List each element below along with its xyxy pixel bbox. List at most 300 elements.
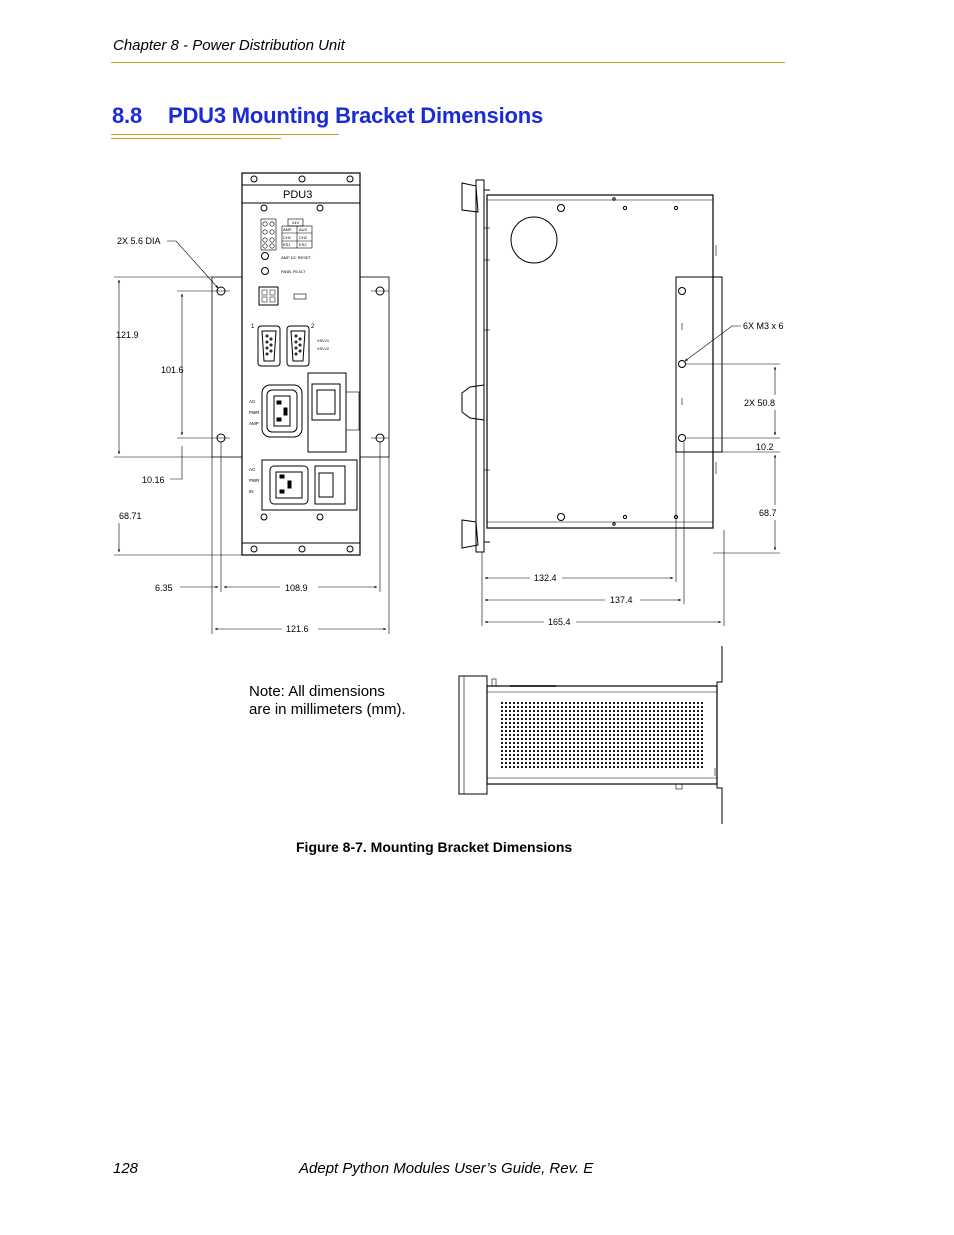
vent-dot (621, 758, 623, 760)
vent-dot (681, 710, 683, 712)
vent-dot (501, 762, 503, 764)
vent-dot (601, 718, 603, 720)
vent-dot (569, 758, 571, 760)
vent-dot (549, 714, 551, 716)
vent-dot (569, 702, 571, 704)
vent-dot (593, 702, 595, 704)
vent-dot (521, 742, 523, 744)
vent-dot (697, 726, 699, 728)
vent-dot (681, 722, 683, 724)
vent-dot (501, 742, 503, 744)
vent-dot (541, 730, 543, 732)
dimension-note: Note: All dimensions are in millimeters (mm). (249, 683, 406, 718)
vent-dot (605, 754, 607, 756)
vent-dot (613, 714, 615, 716)
vent-dot (697, 766, 699, 768)
vent-dot (501, 758, 503, 760)
vent-dot (665, 754, 667, 756)
vent-dot (581, 710, 583, 712)
vent-dot (557, 722, 559, 724)
vent-dot (693, 730, 695, 732)
vent-dot (641, 766, 643, 768)
vent-dot (581, 730, 583, 732)
vent-dot (569, 754, 571, 756)
vent-dot (657, 714, 659, 716)
vent-dot (509, 730, 511, 732)
vent-dot (613, 730, 615, 732)
vent-dot (537, 750, 539, 752)
vent-dot (529, 718, 531, 720)
vent-dot (621, 754, 623, 756)
vent-dot (657, 742, 659, 744)
vent-dot (565, 730, 567, 732)
vent-dot (545, 710, 547, 712)
vent-dot (677, 746, 679, 748)
vent-dot (681, 730, 683, 732)
vent-dot (513, 746, 515, 748)
vent-dot (561, 734, 563, 736)
vent-dot (569, 718, 571, 720)
vent-dot (581, 706, 583, 708)
vent-dot (677, 742, 679, 744)
vent-dot (645, 710, 647, 712)
vent-dot (669, 742, 671, 744)
vent-dot (589, 718, 591, 720)
vent-dot (649, 706, 651, 708)
vent-dot (525, 702, 527, 704)
vent-dot (573, 746, 575, 748)
vent-dot (669, 702, 671, 704)
vent-dot (525, 718, 527, 720)
vent-dot (549, 710, 551, 712)
vent-dot (657, 722, 659, 724)
vent-dot (513, 734, 515, 736)
vent-dot (525, 706, 527, 708)
vent-dot (537, 742, 539, 744)
vent-dot (501, 710, 503, 712)
vent-dot (625, 726, 627, 728)
vent-dot (633, 706, 635, 708)
vent-dot (653, 762, 655, 764)
vent-dot (581, 722, 583, 724)
vent-dot (593, 738, 595, 740)
vent-dot (585, 762, 587, 764)
vent-dot (681, 742, 683, 744)
vent-dot (693, 766, 695, 768)
vent-dot (529, 762, 531, 764)
vent-dot (601, 702, 603, 704)
vent-dot (649, 726, 651, 728)
side-view (462, 180, 722, 552)
vent-dot (669, 754, 671, 756)
vent-dot (545, 762, 547, 764)
vent-dot (645, 746, 647, 748)
vent-dot (549, 762, 551, 764)
vent-dot (505, 734, 507, 736)
vent-dot (585, 722, 587, 724)
vent-dot (617, 726, 619, 728)
vent-dot (669, 718, 671, 720)
vent-dot (605, 742, 607, 744)
vent-dot (657, 758, 659, 760)
vent-dot (517, 706, 519, 708)
vent-dot (661, 738, 663, 740)
vent-dot (597, 742, 599, 744)
svg-text:XSLV2: XSLV2 (317, 346, 330, 351)
vent-dot (589, 726, 591, 728)
vent-dot (525, 762, 527, 764)
vent-dot (541, 714, 543, 716)
vent-dot (581, 734, 583, 736)
vent-dot (565, 710, 567, 712)
vent-dot (557, 734, 559, 736)
vent-dot (545, 750, 547, 752)
vent-dot (685, 742, 687, 744)
vent-dot (585, 746, 587, 748)
vent-dot (509, 718, 511, 720)
vent-dot (597, 758, 599, 760)
vent-dot (517, 762, 519, 764)
vent-dot (601, 742, 603, 744)
vent-dot (521, 754, 523, 756)
vent-dot (689, 718, 691, 720)
vent-dot (593, 722, 595, 724)
vent-dot (597, 750, 599, 752)
vent-dot (517, 726, 519, 728)
vent-dot (545, 738, 547, 740)
vent-dot (661, 742, 663, 744)
svg-text:CH1: CH1 (283, 235, 292, 240)
vent-dot (673, 750, 675, 752)
vent-dot (665, 758, 667, 760)
vent-dot (585, 766, 587, 768)
vent-dot (617, 746, 619, 748)
vent-dot (521, 734, 523, 736)
vent-dot (621, 734, 623, 736)
vent-dot (593, 710, 595, 712)
vent-dot (521, 714, 523, 716)
vent-dot (697, 734, 699, 736)
vent-dot (505, 762, 507, 764)
vent-dot (537, 730, 539, 732)
vent-dot (501, 706, 503, 708)
vent-dot (513, 738, 515, 740)
vent-dot (665, 738, 667, 740)
section-number: 8.8 (112, 103, 142, 128)
vent-dot (573, 754, 575, 756)
vent-dot (517, 710, 519, 712)
vent-dot (665, 718, 667, 720)
vent-dot (565, 706, 567, 708)
vent-dot (529, 738, 531, 740)
vent-dot (609, 726, 611, 728)
vent-dot (601, 766, 603, 768)
side-connector (462, 385, 484, 420)
vent-dot (509, 754, 511, 756)
vent-dot (617, 750, 619, 752)
vent-dot (501, 746, 503, 748)
vent-dot (513, 726, 515, 728)
vent-dot (597, 718, 599, 720)
vent-dot (589, 766, 591, 768)
vent-dot (629, 754, 631, 756)
vent-dot (697, 702, 699, 704)
vent-dot (613, 722, 615, 724)
vent-dot (505, 750, 507, 752)
vent-dot (661, 722, 663, 724)
vent-dot (589, 762, 591, 764)
vent-dot (677, 766, 679, 768)
vent-dot (641, 734, 643, 736)
vent-dot (677, 758, 679, 760)
vent-dot (665, 702, 667, 704)
vent-dot (573, 722, 575, 724)
vent-dot (641, 730, 643, 732)
vent-dot (529, 702, 531, 704)
vent-dot (645, 742, 647, 744)
vent-dot (553, 742, 555, 744)
vent-dot (673, 718, 675, 720)
vent-dot (637, 702, 639, 704)
vent-dot (625, 754, 627, 756)
vent-dot (641, 710, 643, 712)
vent-dot (577, 706, 579, 708)
vent-dot (617, 758, 619, 760)
vent-dot (557, 754, 559, 756)
vent-dot (553, 718, 555, 720)
vent-dot (605, 746, 607, 748)
vent-dot (609, 766, 611, 768)
vent-dot (561, 702, 563, 704)
vent-dot (541, 746, 543, 748)
vent-dot (541, 718, 543, 720)
vent-dot (561, 718, 563, 720)
vent-dot (525, 758, 527, 760)
vent-dot (697, 750, 699, 752)
chapter-header: Chapter 8 - Power Distribution Unit (113, 37, 345, 54)
vent-dot (689, 726, 691, 728)
vent-dot (549, 734, 551, 736)
vent-dot (685, 730, 687, 732)
vent-dot (533, 702, 535, 704)
vent-dot (517, 734, 519, 736)
vent-dot (553, 750, 555, 752)
vent-dot (541, 702, 543, 704)
vent-dot (553, 734, 555, 736)
vent-dot (617, 742, 619, 744)
vent-dot (601, 714, 603, 716)
vent-dot (533, 746, 535, 748)
vent-dot (569, 766, 571, 768)
vent-dot (573, 706, 575, 708)
vent-dot (637, 758, 639, 760)
vent-dot (597, 710, 599, 712)
vent-dot (617, 754, 619, 756)
vent-dot (533, 730, 535, 732)
vent-dot (549, 738, 551, 740)
vent-dot (629, 730, 631, 732)
vent-dot (641, 742, 643, 744)
vent-dot (637, 754, 639, 756)
vent-dot (557, 706, 559, 708)
vent-dot (533, 750, 535, 752)
vent-dot (521, 726, 523, 728)
vent-dot (529, 746, 531, 748)
vent-dot (697, 706, 699, 708)
vent-dot (565, 742, 567, 744)
vent-dot (569, 714, 571, 716)
vent-dot (533, 754, 535, 756)
vent-dot (641, 722, 643, 724)
vent-dot (661, 758, 663, 760)
vent-dot (521, 758, 523, 760)
vent-dot (697, 758, 699, 760)
vent-dot (681, 750, 683, 752)
vent-dot (653, 710, 655, 712)
vent-dot (529, 758, 531, 760)
vent-dot (617, 762, 619, 764)
vent-dot (585, 718, 587, 720)
vent-dot (537, 710, 539, 712)
vent-dot (665, 710, 667, 712)
vent-dot (545, 702, 547, 704)
vent-dot (609, 722, 611, 724)
vent-dot (501, 718, 503, 720)
vent-dot (537, 726, 539, 728)
vent-dot (693, 702, 695, 704)
vent-dot (661, 710, 663, 712)
vent-dot (549, 706, 551, 708)
vent-dot (701, 718, 703, 720)
vent-dot (589, 758, 591, 760)
vent-dot (605, 726, 607, 728)
vent-dot (525, 730, 527, 732)
vent-dot (569, 738, 571, 740)
vent-dot (689, 738, 691, 740)
vent-dot (613, 762, 615, 764)
vent-dot (533, 726, 535, 728)
vent-dot (549, 702, 551, 704)
vent-dot (577, 702, 579, 704)
vent-dot (633, 746, 635, 748)
vent-dot (621, 742, 623, 744)
vent-dot (545, 706, 547, 708)
vent-dot (657, 750, 659, 752)
vent-dot (545, 758, 547, 760)
vent-dot (629, 758, 631, 760)
vent-dot (521, 706, 523, 708)
vent-dot (581, 750, 583, 752)
vent-dot (673, 746, 675, 748)
vent-dot (549, 758, 551, 760)
dim-165-4: 165.4 (548, 617, 571, 627)
vent-dot (509, 750, 511, 752)
vent-dot (633, 726, 635, 728)
vent-dot (625, 758, 627, 760)
vent-dot (561, 730, 563, 732)
vent-dot (581, 746, 583, 748)
vent-dot (637, 722, 639, 724)
vent-dot (561, 710, 563, 712)
vent-dot (693, 706, 695, 708)
vent-dot (565, 758, 567, 760)
vent-dot (665, 766, 667, 768)
vent-dot (605, 718, 607, 720)
vent-dot (509, 722, 511, 724)
vent-dot (697, 718, 699, 720)
vent-dot (613, 758, 615, 760)
vent-dot (557, 766, 559, 768)
vent-dot (645, 726, 647, 728)
vent-dot (641, 714, 643, 716)
vent-dot (649, 754, 651, 756)
vent-dot (653, 706, 655, 708)
vent-dot (601, 706, 603, 708)
vent-dot (525, 734, 527, 736)
vent-dot (557, 730, 559, 732)
vent-dot (629, 742, 631, 744)
vent-dot (605, 730, 607, 732)
vent-dot (573, 742, 575, 744)
vent-dot (561, 738, 563, 740)
vent-dot (533, 706, 535, 708)
vent-dot (593, 758, 595, 760)
vent-dot (505, 766, 507, 768)
vent-dot (541, 706, 543, 708)
vent-dot (637, 714, 639, 716)
vent-dot (521, 702, 523, 704)
vent-dot (685, 706, 687, 708)
vent-dot (605, 722, 607, 724)
vent-dot (693, 718, 695, 720)
vent-dot (525, 714, 527, 716)
vent-dot (637, 750, 639, 752)
dim-101-6: 101.6 (161, 365, 184, 375)
vent-dot (525, 766, 527, 768)
vent-dot (557, 758, 559, 760)
vent-dot (625, 718, 627, 720)
vent-dot (589, 750, 591, 752)
vent-dot (673, 702, 675, 704)
vent-dot (513, 710, 515, 712)
vent-dot (545, 730, 547, 732)
vent-dot (609, 754, 611, 756)
vent-dot (621, 722, 623, 724)
vent-dot (621, 726, 623, 728)
vent-dot (505, 738, 507, 740)
vent-dot (597, 762, 599, 764)
vent-dot (677, 718, 679, 720)
vent-dot (585, 726, 587, 728)
vent-dot (629, 750, 631, 752)
vent-dot (509, 746, 511, 748)
vent-dot (577, 754, 579, 756)
vent-dot (701, 722, 703, 724)
vent-dot (661, 714, 663, 716)
vent-dot (569, 710, 571, 712)
svg-text:24V: 24V (292, 220, 300, 225)
vent-dot (621, 710, 623, 712)
vent-dot (653, 758, 655, 760)
vent-dot (561, 714, 563, 716)
vent-dot (501, 730, 503, 732)
vent-dot (681, 766, 683, 768)
vent-dot (549, 722, 551, 724)
vent-dot (637, 726, 639, 728)
vent-dot (697, 714, 699, 716)
vent-dot (509, 702, 511, 704)
vent-dot (649, 722, 651, 724)
